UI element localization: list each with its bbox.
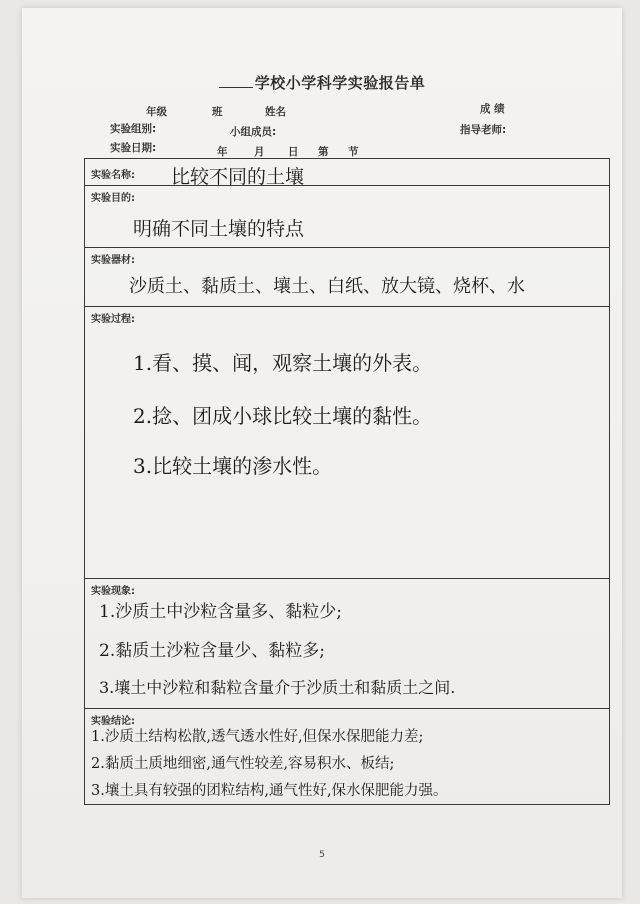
row-phenomena (85, 579, 610, 709)
row-purpose (85, 186, 610, 248)
period-prefix: 第 (318, 146, 329, 158)
year-label: 年 (217, 146, 228, 158)
process-step-1: 1.看、摸、闻，观察土壤的外表。 (133, 351, 433, 375)
teacher-label: 指导老师: (460, 124, 507, 136)
report-title (22, 72, 622, 93)
members-label: 小组成员: (230, 126, 277, 138)
report-sheet (22, 8, 622, 898)
score-label: 成 绩 (480, 103, 505, 115)
conclusion-3: 3.壤土具有较强的团粒结构,通气性好,保水保肥能力强。 (91, 783, 448, 799)
name-label: 姓名 (265, 106, 286, 118)
day-label: 日 (288, 146, 299, 158)
grade-label: 年级 (146, 106, 167, 118)
month-label: 月 (254, 146, 265, 158)
date-label: 实验日期: (110, 142, 157, 154)
page-number: 5 (319, 850, 325, 860)
materials-label: 实验器材: (91, 255, 135, 266)
phenomenon-3: 3.壤土中沙粒和黏粒含量介于沙质土和黏质土之间. (99, 678, 456, 697)
title-text: 学校小学科学实验报告单 (254, 74, 426, 92)
class-label: 班 (212, 106, 223, 118)
purpose-value: 明确不同土壤的特点 (133, 218, 305, 240)
phenomenon-1: 1.沙质土中沙粒含量多、黏粒少; (99, 602, 342, 622)
process-label: 实验过程: (91, 314, 135, 325)
row-conclusion (85, 709, 610, 805)
report-form (84, 158, 610, 805)
period-suffix: 节 (348, 146, 359, 158)
conclusion-label: 实验结论: (91, 716, 135, 727)
materials-value: 沙质土、黏质土、壤土、白纸、放大镜、烧杯、水 (129, 276, 525, 297)
conclusion-1: 1.沙质土结构松散,透气透水性好,但保水保肥能力差; (91, 729, 424, 745)
group-label: 实验组别: (110, 123, 157, 135)
experiment-name-label: 实验名称: (91, 170, 135, 181)
process-step-3: 3.比较土壤的渗水性。 (133, 454, 333, 478)
conclusion-2: 2.黏质土质地细密,通气性较差,容易积水、板结; (91, 756, 395, 772)
row-name (85, 159, 610, 186)
row-materials (85, 248, 610, 307)
phenomena-label: 实验现象: (91, 586, 135, 597)
purpose-label: 实验目的: (91, 193, 135, 204)
experiment-name-value: 比较不同的土壤 (171, 166, 305, 188)
school-name-blank (219, 87, 253, 88)
row-process (85, 307, 610, 579)
phenomenon-2: 2.黏质土沙粒含量少、黏粒多; (99, 641, 325, 661)
process-step-2: 2.捻、团成小球比较土壤的黏性。 (133, 404, 433, 428)
